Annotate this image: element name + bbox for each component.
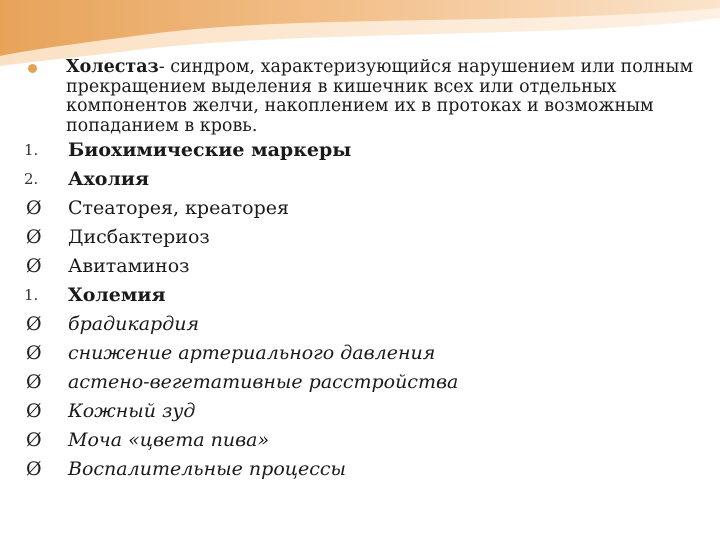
list-item-text: Стеаторея, креаторея bbox=[68, 197, 289, 219]
list-item bbox=[20, 194, 700, 223]
list-number: 2. bbox=[24, 170, 39, 188]
list-item-text: брадикардия bbox=[68, 313, 200, 335]
list-number: 1. bbox=[24, 141, 39, 159]
intro-paragraph bbox=[20, 58, 700, 136]
list-item bbox=[20, 368, 700, 397]
intro-text: - синдром, характеризующийся нарушением или полным прекращением выделения в кишечник всех или отдельных компонентов желчи, накоплением их в протоках и возможным попаданием в кровь. bbox=[66, 57, 694, 136]
arrow-bullet-icon: Ø bbox=[26, 255, 42, 277]
list-item bbox=[20, 281, 700, 310]
arrow-bullet-icon: Ø bbox=[26, 313, 42, 335]
list-item-text: Холемия bbox=[68, 284, 166, 306]
symptom-list bbox=[20, 136, 700, 484]
list-item-text: Воспалительные процессы bbox=[68, 458, 347, 480]
list-item bbox=[20, 426, 700, 455]
list-item-text: Кожный зуд bbox=[68, 400, 196, 422]
list-item bbox=[20, 223, 700, 252]
arrow-bullet-icon: Ø bbox=[26, 400, 42, 422]
list-item-text: Моча «цвета пива» bbox=[68, 429, 270, 451]
intro-term: Холестаз bbox=[66, 57, 159, 77]
list-item bbox=[20, 397, 700, 426]
list-item bbox=[20, 252, 700, 281]
list-item bbox=[20, 455, 700, 484]
list-item-text: Ахолия bbox=[68, 168, 150, 190]
list-item-text: Дисбактериоз bbox=[68, 226, 210, 248]
arrow-bullet-icon: Ø bbox=[26, 429, 42, 451]
slide-content bbox=[20, 58, 700, 484]
list-item-text: Авитаминоз bbox=[68, 255, 190, 277]
list-item-text: Биохимические маркеры bbox=[68, 139, 352, 161]
list-item bbox=[20, 165, 700, 194]
list-item bbox=[20, 310, 700, 339]
arrow-bullet-icon: Ø bbox=[26, 342, 42, 364]
list-item bbox=[20, 339, 700, 368]
list-item-text: снижение артериального давления bbox=[68, 342, 436, 364]
arrow-bullet-icon: Ø bbox=[26, 226, 42, 248]
arrow-bullet-icon: Ø bbox=[26, 371, 42, 393]
arrow-bullet-icon: Ø bbox=[26, 197, 42, 219]
arrow-bullet-icon: Ø bbox=[26, 458, 42, 480]
list-item-text: астено-вегетативные расстройства bbox=[68, 371, 459, 393]
list-number: 1. bbox=[24, 286, 39, 304]
list-item bbox=[20, 136, 700, 165]
bullet-dot-icon bbox=[28, 64, 37, 73]
